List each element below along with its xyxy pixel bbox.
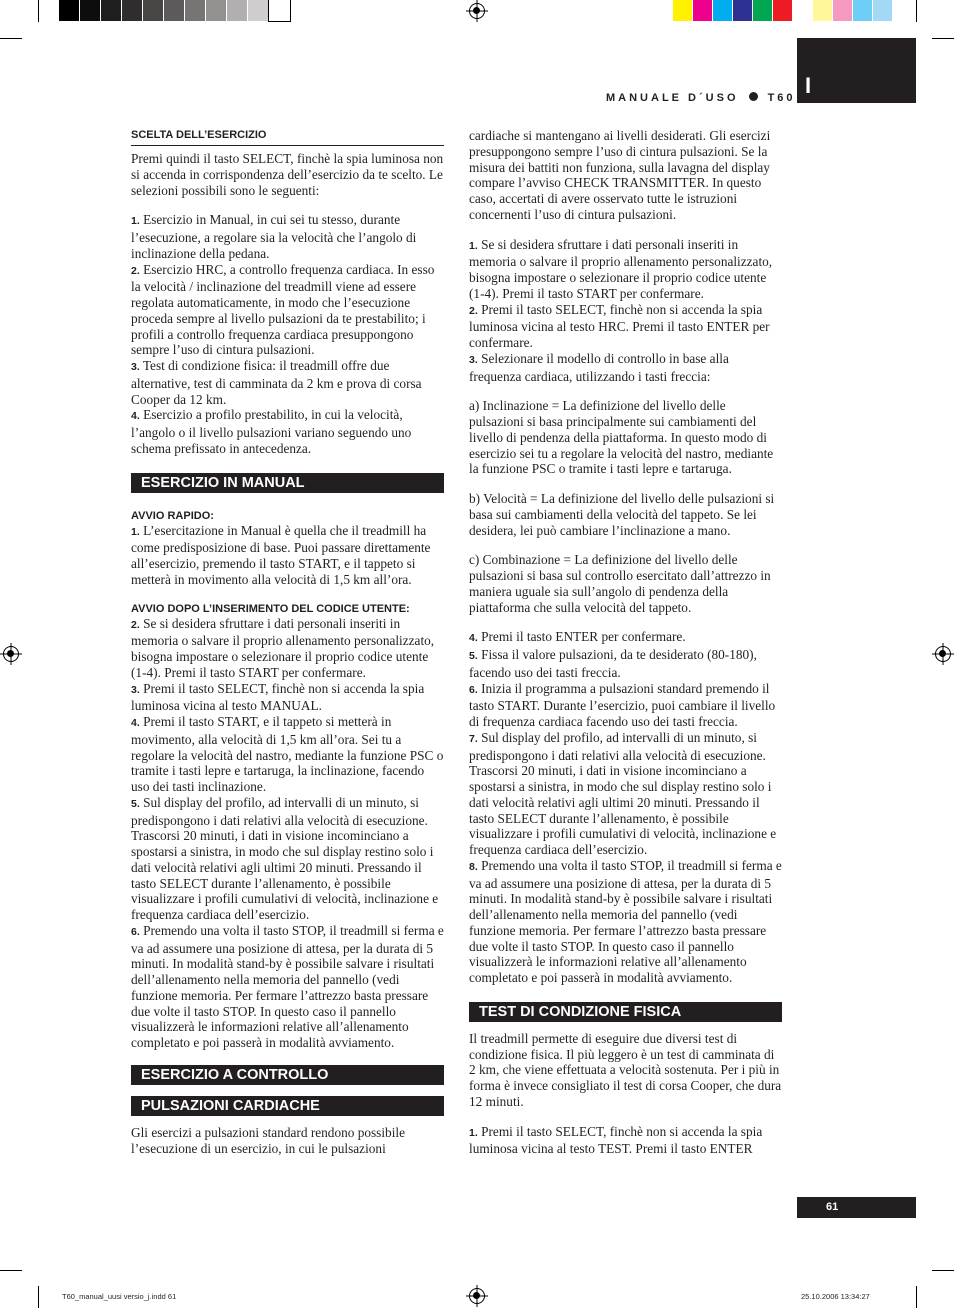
section-bar-hrc-2: PULSAZIONI CARDIACHE — [131, 1096, 444, 1116]
gray-swatch — [164, 0, 185, 21]
list-item-text: Premi il tasto START, e il tappeto si metterà in movimento, alla velocità di 1,5 km all’ora. Sei tu a regolare la velocità del nastro, mediante la funzione PSC o tramite i tasti lepre e tartaruga, la inclinazione, facendo uso dei tasti inclinazione. — [131, 714, 444, 794]
list-hrc-a — [469, 237, 782, 385]
list-item-text: Esercizio in Manual, in cui sei tu stesso, durante l’esecuzione, a regolare sia la velocità che l’angolo di inclinazione della pedana. — [131, 212, 417, 261]
footer-timestamp: 25.10.2006 13:34:27 — [801, 1292, 870, 1301]
list-item-text: Fissa il valore pulsazioni, da te desiderato (80-180), facendo uso dei tasti freccia. — [469, 647, 757, 680]
crop-mark — [38, 0, 39, 22]
list-item — [131, 358, 444, 407]
list-item — [469, 858, 782, 986]
model-name: T60 — [767, 92, 796, 104]
color-swatch — [853, 0, 873, 21]
gray-swatch — [122, 0, 143, 21]
list-item-number: 5. — [469, 650, 478, 662]
gray-swatch — [143, 0, 164, 21]
subheading-avvio-codice: AVVIO DOPO L’INSERIMENTO DEL CODICE UTENTE: — [131, 602, 410, 615]
list-item-text: Esercizio HRC, a controllo frequenza cardiaca. In esso la velocità / inclinazione del treadmill viene ad essere regolata automaticamente, in modo che l’esecuzione proceda sempre al livello pulsazioni da te prestabilito; i profili a controllo frequenza cardiaca presuppongono sempre l’uso di cintura pulsazioni. — [131, 261, 435, 358]
list-item-number: 6. — [131, 925, 140, 938]
list-item-text: Premi il tasto SELECT, finchè non si accenda la spia luminosa vicina al testo MANUAL. — [131, 680, 425, 714]
paragraph-test-intro: Il treadmill permette di eseguire due diversi test di condizione fisica. Il più leggero è un test di camminata di 2 km, che viene effettuata a velocità sostenuta. Per i più in forma è invece consigliato il test di corsa Cooper, che dura 12 minuti. — [469, 1030, 782, 1109]
list-item-text: Premendo una volta il tasto STOP, il treadmill si ferma e va ad assumere una posizione di attesa, per la durata di 5 minuti. In modalità stand-by è possibile salvare i risultati dell’allenamento nella memoria del pannello (vedi funzione memoria. Per fermare l’attrezzo basta pressare due volte il tasto STOP. In questo caso il pannello visualizzerà le informazioni relative all’allenamento completato e poi passerà in modalità avviamento. — [469, 857, 782, 985]
footer-file-info: T60_manual_uusi versio_j.indd 61 — [62, 1292, 177, 1301]
registration-mark-icon — [469, 3, 485, 19]
section-rule — [131, 145, 444, 146]
left-column — [131, 128, 444, 1156]
page-number: 61 — [797, 1197, 916, 1218]
list-item — [469, 302, 782, 351]
color-swatch — [713, 0, 733, 21]
list-item-number: 4. — [469, 632, 478, 645]
list-item — [469, 237, 782, 302]
gray-swatch — [59, 0, 80, 21]
gray-swatch — [227, 0, 248, 21]
running-header — [606, 92, 796, 104]
color-swatch — [673, 0, 693, 21]
registration-mark-icon — [469, 1288, 485, 1304]
list-item — [469, 629, 782, 647]
list-item — [131, 212, 444, 261]
process-color-bar — [673, 0, 893, 21]
list-item-text: Selezionare il modello di controllo in base alla frequenza cardiaca, utilizzando i tasti freccia: — [469, 350, 729, 384]
list-item-number: 3. — [131, 361, 140, 373]
list-item-text: Premi il tasto SELECT, finchè non si accenda la spia luminosa vicina al testo TEST. Premi il tasto ENTER — [469, 1123, 763, 1157]
list-item-text: Sul display del profilo, ad intervalli di un minuto, si predispongono i dati relativi alla velocità di esecuzione. Trascorsi 20 minuti, i dati in visione incominciano a spostarsi a sinistra, in modo che sul display restino solo i dati velocità relativi agli ultimi 20 minuti. Pressando il tasto SELECT durante l’allenamento, è possibile visualizzare i profili cumulativi di velocità, inclinazione e frequenza cardiaca dell’esercizio. — [131, 794, 439, 922]
list-scelta — [131, 212, 444, 456]
list-item-text: Premi il tasto SELECT, finchè non si accenda la spia luminosa vicina al testo HRC. Premi il tasto ENTER per confermare. — [469, 301, 770, 350]
color-swatch — [693, 0, 713, 21]
manual-title: MANUALE D´USO — [606, 92, 739, 104]
language-tab — [797, 38, 916, 103]
list-item-number: 8. — [469, 860, 478, 873]
gray-swatch — [269, 0, 290, 21]
list-item-text: L’esercitazione in Manual è quella che il treadmill ha come predisposizione di base. Puoi passare direttamente all’esercizio, premendo il tasto START, e il tappeto si metterà in movimento alla velocità di 1,5 km all’ora. — [131, 522, 431, 587]
list-avvio-rapido — [131, 523, 444, 588]
color-swatch — [753, 0, 773, 21]
registration-mark-icon — [935, 646, 951, 662]
paragraph-option-b: b) Velocità = La definizione del livello delle pulsazioni si basa sui cambiamenti della velocità del tappeto. Se lei desidera, lei può cambiare l’inclinazione a mano. — [469, 491, 775, 538]
section-bar-manual: ESERCIZIO IN MANUAL — [131, 473, 444, 493]
list-item-number: 2. — [131, 264, 140, 277]
list-item — [131, 681, 444, 715]
list-item-text: Esercizio a profilo prestabilito, in cui la velocità, l’angolo o il livello pulsazioni variano seguendo uno schema prefissato in antecedenza. — [131, 407, 412, 456]
list-item-number: 6. — [469, 683, 478, 696]
list-item — [469, 730, 782, 858]
list-item — [131, 616, 444, 681]
subheading-avvio-rapido: AVVIO RAPIDO: — [131, 509, 214, 522]
grayscale-color-bar — [59, 0, 290, 21]
crop-mark — [932, 1270, 954, 1271]
list-item-text: Se si desidera sfruttare i dati personali inseriti in memoria o salvare il proprio allenamento personalizzato, bisogna impostare o selezionare il proprio codice utente (1-4). Premi il tasto START per confermare. — [469, 236, 773, 301]
list-item — [131, 923, 444, 1051]
language-tab-label: I — [805, 73, 812, 98]
color-swatch — [773, 0, 793, 21]
list-item-number: 4. — [131, 410, 140, 423]
gray-swatch — [101, 0, 122, 21]
list-item-text: Test di condizione fisica: il treadmill offre due alternative, test di camminata da 2 km e prova di corsa Cooper da 12 km. — [131, 358, 422, 407]
list-item-number: 4. — [131, 717, 140, 729]
list-item-number: 1. — [469, 1126, 478, 1139]
paragraph-scelta-intro: Premi quindi il tasto SELECT, finchè la spia luminosa non si accenda in corrispondenza dell’esercizio da te scelto. Le selezioni possibili sono le seguenti: — [131, 151, 444, 198]
list-hrc-b — [469, 629, 782, 986]
list-item-text: Inizia il programma a pulsazioni standard premendo il tasto START. Durante l’esercizio, puoi cambiare il livello di frequenza cardiaca facendo uso dei tasti freccia. — [469, 680, 776, 729]
list-item-text: Se si desidera sfruttare i dati personali inseriti in memoria o salvare il proprio allenamento personalizzato, bisogna impostare o selezionare il proprio codice utente (1-4). Premi il tasto START per confermare. — [131, 615, 435, 680]
list-item-number: 5. — [131, 797, 140, 810]
list-item-number: 3. — [469, 353, 478, 366]
section-title-scelta: SCELTA DELL’ESERCIZIO — [131, 129, 267, 141]
color-swatch — [733, 0, 753, 21]
list-item — [131, 795, 444, 923]
bullet-dot-icon — [749, 92, 758, 101]
paragraph-option-c: c) Combinazione = La definizione del livello delle pulsazioni si basa sul controllo esercitato dall’attrezzo in maniera uguale sia sull’angolo di pendenza della piattaforma che sulla velocità del tappeto. — [469, 552, 771, 615]
list-item-number: 1. — [131, 525, 140, 538]
list-avvio-codice — [131, 616, 444, 1051]
list-item — [469, 1124, 782, 1158]
list-item-number: 7. — [469, 732, 478, 745]
list-item-number: 1. — [469, 239, 478, 252]
color-swatch — [873, 0, 893, 21]
paragraph-option-a: a) Inclinazione = La definizione del livello delle pulsazioni si basa principalmente sui cambiamenti del livello di pendenza della piattaforma. In questo modo di esercizio sei tu a regolare la velocità del nastro, mediante la funzione PSC o tramite i tasti lepre e tartaruga. — [469, 398, 774, 477]
list-item — [131, 523, 444, 588]
list-item-text: Sul display del profilo, ad intervalli di un minuto, si predispongono i dati relativi alla velocità di esecuzione. Trascorsi 20 minuti, i dati in visione incominciano a spostarsi a sinistra, in modo che sul display restino solo i dati velocità relativi agli ultimi 20 minuti. Pressando il tasto SELECT durante l’allenamento, è possibile visualizzare i profili cumulativi di velocità, inclinazione e frequenza cardiaca dell’esercizio. — [469, 729, 777, 857]
list-item-text: Premendo una volta il tasto STOP, il treadmill si ferma e va ad assumere una posizione di attesa, per la durata di 5 minuti. In modalità stand-by è possibile salvare i risultati dell’allenamento nella memoria del pannello (vedi funzione memoria. Per fermare l’attrezzo basta pressare due volte il tasto STOP. In questo caso il pannello visualizzerà le informazioni relative all’allenamento completato e poi passerà in modalità avviamento. — [131, 922, 444, 1050]
list-item-number: 2. — [469, 304, 478, 317]
crop-mark — [0, 1270, 22, 1271]
list-item — [469, 681, 782, 730]
list-item — [131, 714, 444, 795]
crop-mark — [916, 0, 917, 22]
color-swatch — [793, 0, 813, 21]
list-item-number: 3. — [131, 683, 140, 696]
section-bar-test: TEST DI CONDIZIONE FISICA — [469, 1002, 782, 1022]
list-item-text: Premi il tasto ENTER per confermare. — [477, 629, 686, 645]
list-test — [469, 1124, 782, 1158]
list-item-number: 2. — [131, 618, 140, 631]
gray-swatch — [80, 0, 101, 21]
section-bar-hrc-1: ESERCIZIO A CONTROLLO — [131, 1065, 444, 1085]
crop-mark — [932, 38, 954, 39]
gray-swatch — [248, 0, 269, 21]
list-item — [469, 647, 782, 681]
registration-mark-icon — [3, 646, 19, 662]
gray-swatch — [206, 0, 227, 21]
list-item — [131, 407, 444, 456]
list-item-number: 1. — [131, 215, 140, 228]
color-swatch — [833, 0, 853, 21]
list-item — [469, 351, 782, 385]
crop-mark — [916, 1286, 917, 1308]
gray-swatch — [185, 0, 206, 21]
right-column — [469, 128, 782, 1157]
paragraph-hrc-cont: cardiache si mantengano ai livelli desiderati. Gli esercizi presuppongono sempre l’uso di cintura pulsazioni. Se la misura dei battiti non funziona, sulla lavagna del display compare l’avviso CHECK TRANSMITTER. In questo caso, accertati di avere osservato tutte le istruzioni concernenti l’uso di cintura pulsazioni. — [469, 128, 771, 222]
crop-mark — [0, 38, 22, 39]
paragraph-hrc-intro: Gli esercizi a pulsazioni standard rendono possibile l’esecuzione di un esercizio, in cui le pulsazioni — [131, 1124, 405, 1156]
list-item — [131, 262, 444, 359]
crop-mark — [38, 1286, 39, 1308]
color-swatch — [813, 0, 833, 21]
